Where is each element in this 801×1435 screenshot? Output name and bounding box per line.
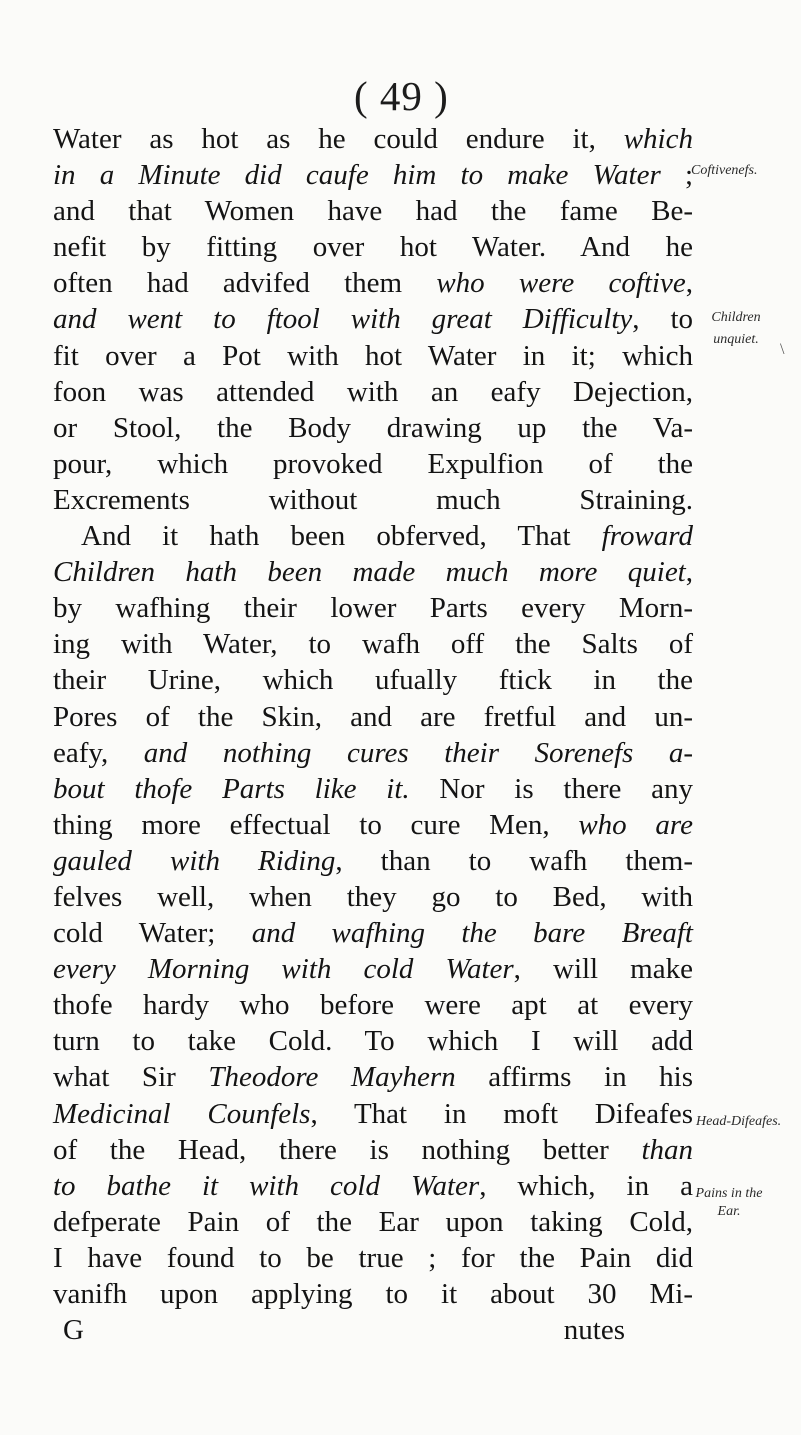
italic-run: and went to ftool with great Difficulty (53, 303, 633, 336)
text-run: affirms in his (455, 1061, 693, 1094)
italic-run: every Morning with cold Water (53, 953, 514, 986)
text-run: thing more effectual to cure Men, (53, 808, 579, 841)
italic-run: Medicinal Counfels (53, 1097, 311, 1130)
text-line (53, 987, 693, 1023)
text-line (53, 1240, 693, 1276)
text-line (53, 771, 693, 807)
text-line (53, 735, 693, 771)
text-line (53, 807, 693, 843)
text-line (53, 482, 693, 518)
text-run: Water as hot as he could endure it, (53, 123, 624, 155)
text-run: , will make (513, 953, 693, 986)
text-line (53, 121, 693, 157)
text-line (53, 229, 693, 265)
text-run: vanifh upon applying to it about 30 Mi- (53, 1278, 693, 1310)
text-run: felves well, when they go to Bed, with (53, 880, 693, 913)
text-run: , (685, 556, 693, 589)
text-run: , That in moft Difeafes (310, 1097, 693, 1130)
text-run: defperate Pain of the Ear upon taking Cold, (53, 1205, 693, 1238)
text-line (53, 626, 693, 662)
text-line (53, 374, 693, 410)
italic-run: to bathe it with cold Water (53, 1169, 480, 1202)
text-line (53, 879, 693, 915)
text-run: , than to wafh them- (335, 844, 693, 877)
text-line (53, 699, 693, 735)
italic-run: and nothing cures their Sorenefs a- (143, 736, 693, 769)
text-line (53, 662, 693, 698)
text-line (53, 1096, 693, 1132)
text-line (53, 915, 693, 951)
text-line (53, 1204, 693, 1240)
margin-tick-mark: \ (780, 341, 785, 358)
text-line (53, 951, 693, 987)
text-line (53, 518, 693, 554)
signature-mark: G (63, 1314, 84, 1347)
text-line (53, 446, 693, 482)
text-run: by wafhing their lower Parts every Morn- (53, 592, 693, 625)
margin-note-head-diseases: Head-Difeafes. (696, 1114, 782, 1129)
page-number: ( 49 ) (354, 73, 449, 119)
text-line (53, 338, 693, 374)
text-run: or Stool, the Body drawing up the Va- (53, 411, 693, 444)
catchword: nutes (563, 1314, 625, 1347)
italic-run: which (623, 123, 693, 155)
italic-run: than (641, 1133, 693, 1166)
text-line (53, 1276, 693, 1312)
margin-note-pains-ear: Pains in the Ear. (695, 1186, 763, 1219)
text-line (53, 843, 693, 879)
text-run: I have found to be true ; for the Pain did (53, 1241, 693, 1274)
text-run: pour, which provoked Expulfion of the (53, 447, 693, 480)
text-run: Nor is there any (409, 772, 693, 805)
text-run: foon was attended with an eafy Dejection, (53, 375, 693, 408)
italic-run: Theodore Mayhern (208, 1061, 456, 1094)
text-run: of the Head, there is nothing better (53, 1133, 642, 1166)
text-line (53, 1168, 693, 1204)
text-line (53, 301, 693, 337)
text-run: Excrements without much Straining. (53, 483, 693, 516)
text-line (53, 554, 693, 590)
text-line (53, 410, 693, 446)
text-run: their Urine, which ufually ftick in the (53, 664, 693, 697)
text-run: nefit by fitting over hot Water. And he (53, 231, 693, 264)
text-run: , which, in a (479, 1169, 693, 1202)
italic-run: who are (578, 808, 693, 841)
margin-note-children: Children unquiet. (711, 310, 761, 347)
text-run: cold Water; (53, 917, 252, 950)
text-run: Pores of the Skin, and are fretful and un- (53, 700, 693, 733)
text-line (53, 590, 693, 626)
catchword-line (53, 1312, 693, 1348)
text-run: what Sir (53, 1061, 209, 1094)
margin-note-costiveness: Coftivenefs. (691, 163, 758, 178)
text-run: ; (660, 159, 693, 192)
text-run: ing with Water, to wafh off the Salts of (53, 628, 693, 661)
italic-run: froward (601, 520, 693, 553)
text-line (53, 1059, 693, 1095)
text-run: , (685, 267, 693, 300)
text-line (53, 157, 693, 193)
text-run: eafy, (53, 736, 144, 769)
italic-run: bout thofe Parts like it. (53, 772, 410, 805)
text-line (53, 193, 693, 229)
text-line (53, 1132, 693, 1168)
text-run: turn to take Cold. To which I will add (53, 1025, 693, 1058)
italic-run: gauled with Riding (53, 844, 336, 877)
text-line (53, 265, 693, 301)
italic-run: who were coftive (436, 267, 686, 300)
text-run: , to (632, 303, 693, 336)
text-run: And it hath been obferved, That (81, 520, 602, 553)
italic-run: and wafhing the bare Breaft (251, 917, 693, 950)
italic-run: in a Minute did caufe him to make Water (53, 159, 661, 192)
text-run: and that Women have had the fame Be- (53, 195, 693, 228)
text-line (53, 1023, 693, 1059)
text-run: thofe hardy who before were apt at every (53, 989, 693, 1022)
text-run: often had advifed them (53, 267, 437, 300)
body-text (53, 121, 693, 1348)
italic-run: Children hath been made much more quiet (53, 556, 686, 589)
text-run: fit over a Pot with hot Water in it; which (53, 339, 693, 372)
